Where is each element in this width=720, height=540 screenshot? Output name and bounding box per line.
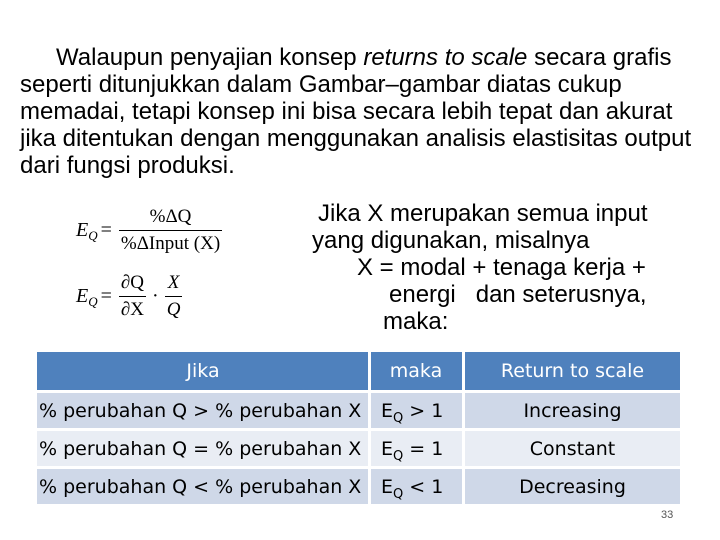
side-text-line-2: yang digunakan, misalnya [312,227,590,254]
elasticity-formula-percent: E Q = $\frac{\%\Delta Q}{\text{\%ΔInput (X)}}$ [76,206,221,254]
table-row [37,431,680,466]
side-text-line-5: maka: [383,308,449,335]
side-text-line-3: X = modal + tenaga kerja + [357,254,646,281]
fraction-percent: $\frac{\%\Delta Q}{\text{\%ΔInput (X)}}$ [120,206,221,254]
intro-paragraph [20,44,700,179]
elasticity-cell: $E_Q > 1$ [371,393,465,428]
table-row [37,393,680,428]
side-text-line-4: energi dan seterusnya, [389,281,647,308]
returns-to-scale-table [37,349,680,507]
fraction-partial: $\frac{\partial Q}{\partial X}$ [120,272,145,320]
intro-text-2: secara grafis seperti ditunjukkan dalam Gambar–gambar diatas cukup memadai, tetapi konsep ini bisa secara lebih tepat dan akurat jika ditentukan dengan menggunakan analisis elastisitas output dari fungsi produksi. [20,44,692,179]
condition-cell: % perubahan Q = % perubahan X [37,431,371,466]
header-return-to-scale: Return to scale [465,352,680,390]
page-number: 33 [661,509,674,521]
fraction-ratio: $\frac{X}{Q}$ [166,272,181,320]
elasticity-formula-partial: E Q = $\frac{\partial Q}{\partial X}$ · $\frac{X}{Q}$ [76,272,181,320]
condition-cell: % perubahan Q > % perubahan X [37,393,371,428]
header-maka: maka [371,352,465,390]
intro-text-1: Walaupun penyajian konsep [56,44,364,71]
table-row [37,469,680,504]
result-cell: Decreasing [465,469,680,504]
elasticity-cell: $E_Q = 1$ [371,431,465,466]
side-text-line-1: Jika X merupakan semua input [318,200,648,227]
elasticity-cell: $E_Q < 1$ [371,469,465,504]
intro-italic-term: returns to scale [363,44,528,71]
result-cell: Constant [465,431,680,466]
result-cell: Increasing [465,393,680,428]
condition-cell: % perubahan Q < % perubahan X [37,469,371,504]
header-jika: Jika [37,352,371,390]
table-header-row [37,352,680,390]
